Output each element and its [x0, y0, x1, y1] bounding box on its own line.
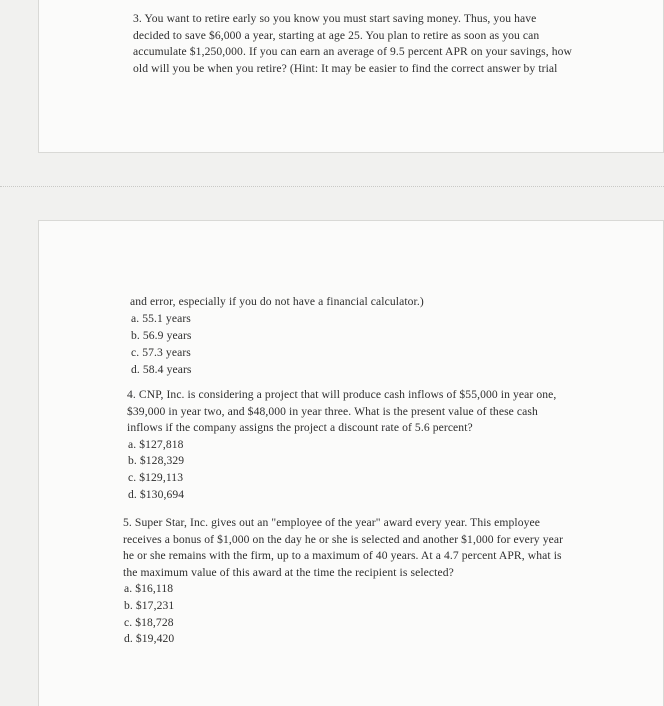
question-3-line: decided to save $6,000 a year, starting at age 25. You plan to retire as soon as you can	[133, 28, 540, 42]
question-4-option-d: d. $130,694	[128, 487, 185, 501]
question-3-text	[133, 11, 572, 77]
question-3-continuation	[130, 293, 424, 378]
question-5-line: he or she remains with the firm, up to a maximum of 40 years. At a 4.7 percent APR, what is	[123, 549, 562, 563]
question-3-line: 3. You want to retire early so you know you must start saving money. Thus, you have	[133, 12, 537, 25]
question-5-option-d: d. $19,420	[124, 632, 175, 646]
question-4-option-c: c. $129,113	[128, 470, 184, 484]
question-5-option-a: a. $16,118	[124, 582, 174, 596]
question-4-line: 4. CNP, Inc. is considering a project that will produce cash inflows of $55,000 in year one,	[127, 388, 557, 401]
page-divider	[0, 186, 664, 187]
question-4-line: $39,000 in year two, and $48,000 in year three. What is the present value of these cash	[127, 404, 538, 418]
question-3-line: old will you be when you retire? (Hint: It may be easier to find the correct answer by trial	[133, 61, 558, 75]
question-5	[123, 515, 563, 648]
question-5-option-c: c. $18,728	[124, 615, 174, 629]
question-5-line: receives a bonus of $1,000 on the day he or she is selected and another $1,000 for every year	[123, 532, 564, 546]
question-3-line: accumulate $1,250,000. If you can earn an average of 9.5 percent APR on your savings, how	[133, 45, 573, 59]
question-3-option-c: c. 57.3 years	[131, 346, 191, 359]
question-5-line: 5. Super Star, Inc. gives out an "employee of the year" award every year. This employee	[123, 516, 541, 529]
question-3-line: and error, especially if you do not have a financial calculator.)	[130, 295, 424, 308]
question-4-option-a: a. $127,818	[128, 437, 184, 451]
question-3-option-a: a. 55.1 years	[131, 312, 191, 325]
question-4-line: inflows if the company assigns the project a discount rate of 5.6 percent?	[127, 421, 473, 435]
question-5-option-b: b. $17,231	[124, 598, 175, 612]
question-3-option-b: b. 56.9 years	[131, 329, 192, 342]
question-4	[127, 387, 556, 503]
question-4-option-b: b. $128,329	[128, 454, 185, 468]
question-3-option-d: d. 58.4 years	[131, 363, 192, 376]
question-5-line: the maximum value of this award at the time the recipient is selected?	[123, 565, 454, 579]
